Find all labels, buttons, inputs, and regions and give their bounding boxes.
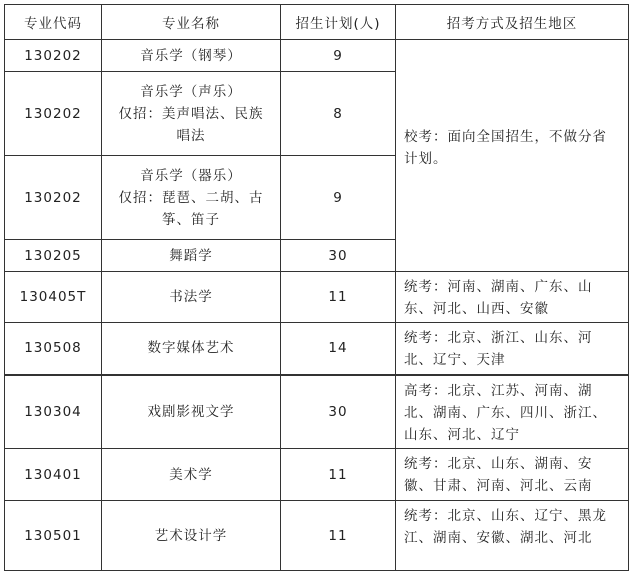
plan-count-cell: 11 — [281, 272, 396, 323]
table-row — [5, 40, 629, 72]
major-name-cell — [102, 40, 281, 72]
major-name: 音乐学（声乐） — [140, 83, 242, 100]
major-code-cell: 130501 — [5, 501, 102, 571]
plan-count-cell: 11 — [281, 501, 396, 571]
major-name: 数字媒体艺术 — [147, 340, 235, 357]
header-exam-method-region: 招考方式及招生地区 — [396, 5, 629, 40]
table-row — [5, 272, 629, 323]
header-row — [5, 5, 629, 40]
exam-method-cell: 统考：河南、湖南、广东、山东、河北、山西、安徽 — [396, 272, 629, 323]
major-code-cell: 130202 — [5, 40, 102, 72]
major-name-cell — [102, 449, 281, 501]
major-code-cell: 130202 — [5, 156, 102, 240]
major-code-cell: 130205 — [5, 240, 102, 272]
plan-count-cell: 14 — [281, 323, 396, 375]
admissions-table-wrapper — [4, 4, 629, 571]
major-name: 音乐学（钢琴） — [140, 47, 242, 64]
major-name: 艺术设计学 — [154, 527, 228, 544]
major-name-cell — [102, 501, 281, 571]
header-enrollment-plan: 招生计划(人) — [281, 5, 396, 40]
plan-count-cell: 11 — [281, 449, 396, 501]
exam-method-cell: 统考：北京、浙江、山东、河北、辽宁、天津 — [396, 323, 629, 375]
major-code-cell: 130401 — [5, 449, 102, 501]
plan-count-cell: 30 — [281, 240, 396, 272]
exam-method-cell: 校考：面向全国招生，不做分省计划。 — [396, 40, 629, 272]
major-code-cell: 130202 — [5, 72, 102, 156]
plan-count-cell: 8 — [281, 72, 396, 156]
exam-method-cell: 统考：北京、山东、辽宁、黑龙江、湖南、安徽、湖北、河北 — [396, 501, 629, 571]
major-name-cell — [102, 156, 281, 240]
plan-count-cell: 9 — [281, 156, 396, 240]
major-name-cell — [102, 323, 281, 375]
plan-count-cell: 30 — [281, 375, 396, 449]
major-code-cell: 130304 — [5, 375, 102, 449]
major-code-cell: 130508 — [5, 323, 102, 375]
major-name-cell — [102, 375, 281, 449]
major-name-cell — [102, 72, 281, 156]
major-restriction: 仅招：美声唱法、民族唱法 — [118, 105, 264, 144]
exam-method-cell: 统考：北京、山东、湖南、安徽、甘肃、河南、河北、云南 — [396, 449, 629, 501]
table-row — [5, 323, 629, 375]
major-name: 书法学 — [169, 289, 213, 305]
exam-method-cell: 高考：北京、江苏、河南、湖北、湖南、广东、四川、浙江、山东、河北、辽宁 — [396, 375, 629, 449]
major-code-cell: 130405T — [5, 272, 102, 323]
major-name: 舞蹈学 — [169, 247, 213, 264]
major-name: 美术学 — [169, 466, 213, 483]
major-restriction: 仅招：琵琶、二胡、古筝、笛子 — [118, 189, 264, 228]
table-row — [5, 501, 629, 571]
plan-count-cell: 9 — [281, 40, 396, 72]
table-row — [5, 449, 629, 501]
major-name-cell — [102, 272, 281, 323]
major-name-cell — [102, 240, 281, 272]
major-name: 戏剧影视文学 — [147, 403, 235, 420]
major-name: 音乐学（器乐） — [140, 167, 242, 184]
header-major-code: 专业代码 — [5, 5, 102, 40]
table-row — [5, 375, 629, 449]
header-major-name: 专业名称 — [102, 5, 281, 40]
admissions-plan-table — [4, 4, 629, 571]
